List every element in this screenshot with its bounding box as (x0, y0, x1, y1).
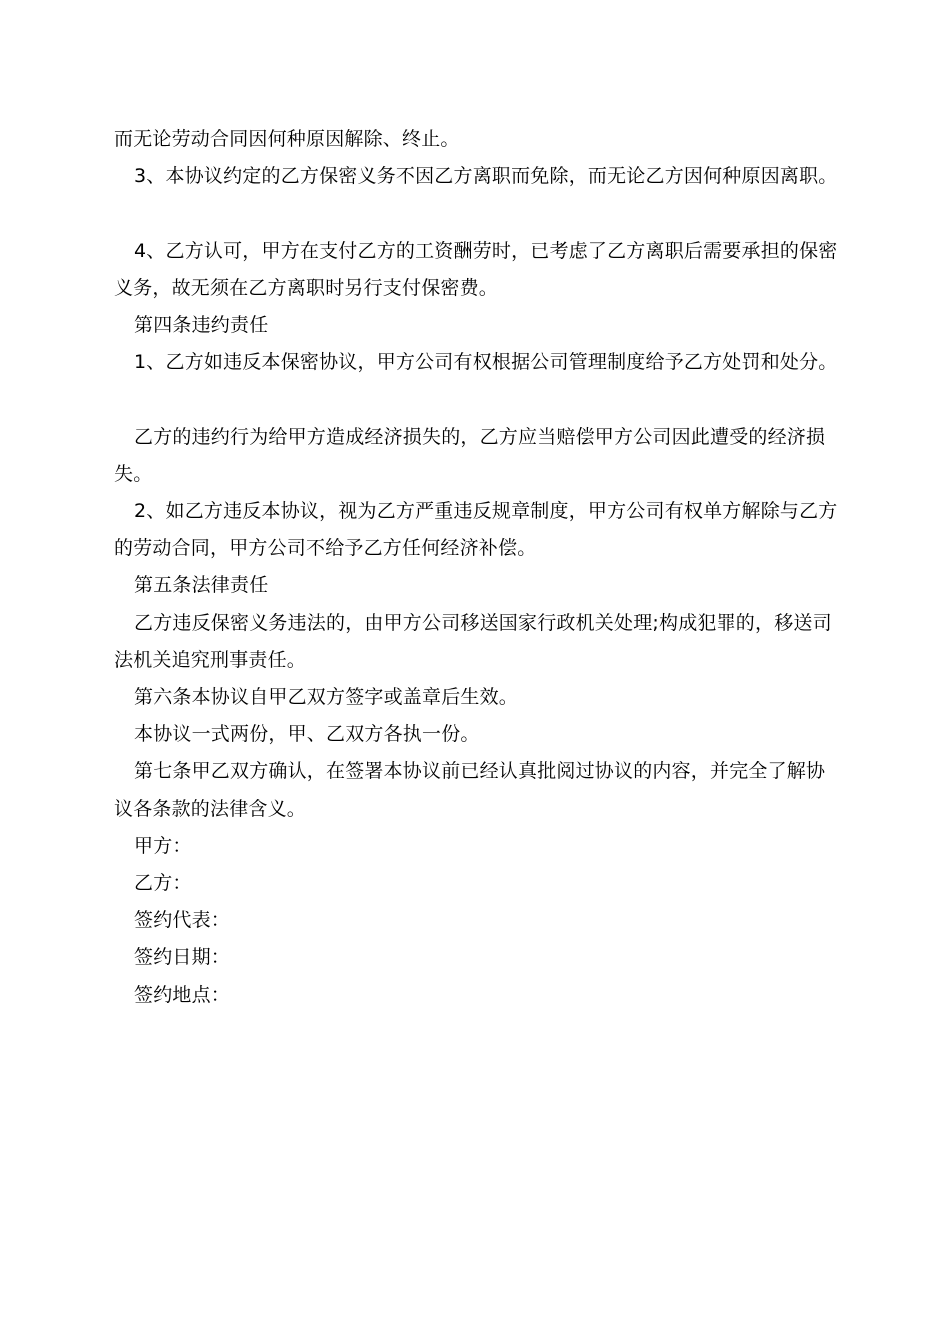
paragraph-line: 的劳动合同，甲方公司不给予乙方任何经济补偿。 (114, 537, 537, 559)
paragraph-line: 1、乙方如违反本保密协议，甲方公司有权根据公司管理制度给予乙方处罚和处分。 (134, 351, 838, 373)
signature-field-representative: 签约代表： (134, 909, 231, 931)
paragraph-line: 议各条款的法律含义。 (114, 798, 307, 820)
paragraph-line: 2、如乙方违反本协议，视为乙方严重违反规章制度，甲方公司有权单方解除与乙方 (134, 500, 838, 522)
section-heading: 第六条本协议自甲乙双方签字或盖章后生效。 (134, 686, 519, 708)
signature-field-location: 签约地点： (134, 984, 231, 1006)
paragraph-line: 本协议一式两份，甲、乙双方各执一份。 (134, 723, 480, 745)
signature-field-party-b: 乙方： (134, 872, 192, 894)
paragraph-line: 4、乙方认可，甲方在支付乙方的工资酬劳时，已考虑了乙方离职后需要承担的保密 (134, 240, 838, 262)
section-heading: 第四条违约责任 (134, 314, 269, 336)
signature-field-party-a: 甲方： (134, 835, 192, 857)
paragraph-line: 乙方违反保密义务违法的，由甲方公司移送国家行政机关处理;构成犯罪的，移送司 (134, 612, 832, 634)
signature-field-date: 签约日期： (134, 946, 231, 968)
paragraph-line: 法机关追究刑事责任。 (114, 649, 307, 671)
paragraph-line: 乙方的违约行为给甲方造成经济损失的，乙方应当赔偿甲方公司因此遭受的经济损 (134, 426, 826, 448)
section-heading: 第七条甲乙双方确认，在签署本协议前已经认真批阅过协议的内容，并完全了解协 (134, 760, 826, 782)
paragraph-line: 义务，故无须在乙方离职时另行支付保密费。 (114, 277, 499, 299)
section-heading: 第五条法律责任 (134, 574, 269, 596)
paragraph-line: 而无论劳动合同因何种原因解除、终止。 (114, 128, 460, 150)
paragraph-line: 失。 (114, 463, 153, 485)
paragraph-line: 3、本协议约定的乙方保密义务不因乙方离职而免除，而无论乙方因何种原因离职。 (134, 165, 838, 187)
